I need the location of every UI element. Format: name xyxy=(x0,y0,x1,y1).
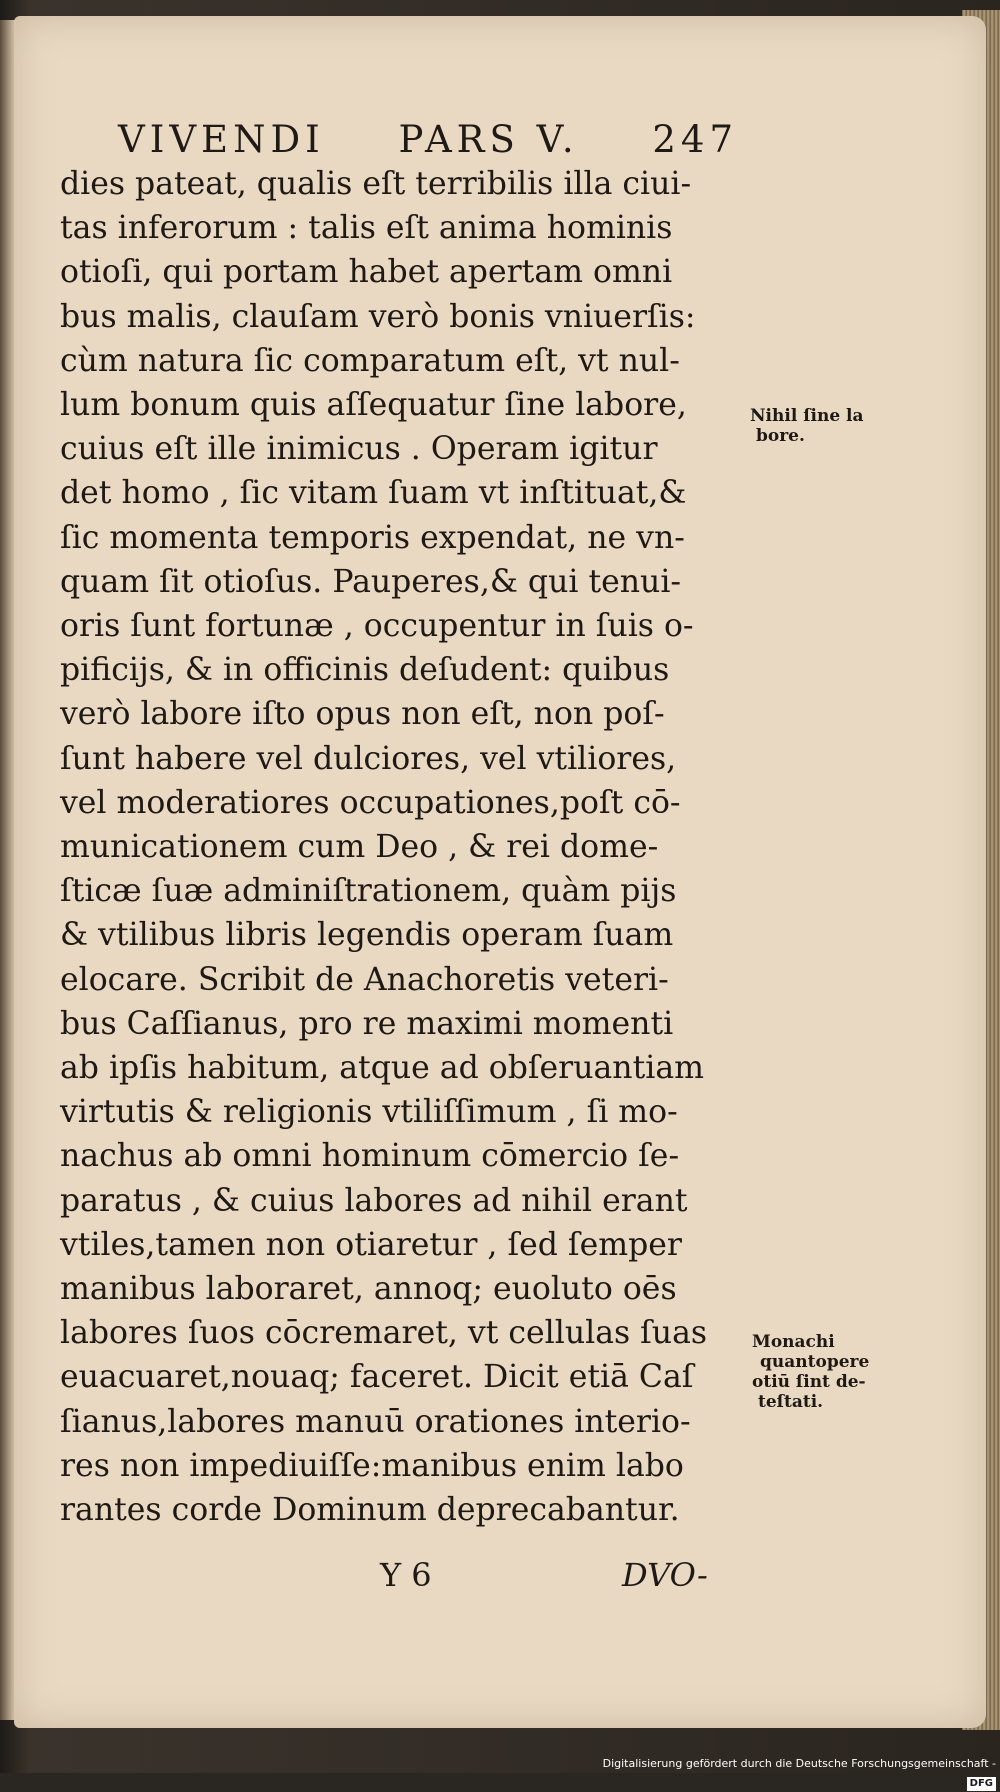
text-line: euacuaret,nouaq; faceret. Dicit etiā Caſ xyxy=(60,1359,694,1396)
text-line: ſianus,labores manuū orationes interio- xyxy=(60,1403,691,1440)
text-line: otioſi, qui portam habet apertam omni xyxy=(60,254,673,291)
catchword: DVO- xyxy=(622,1556,708,1594)
text-line: virtutis & religionis vtiliſſimum , ſi mo- xyxy=(60,1094,678,1131)
text-line: vtiles,tamen non otiaretur , ſed ſemper xyxy=(60,1226,682,1263)
text-line: ſic momenta temporis expendat, ne vn- xyxy=(60,519,685,556)
text-line: bus malis, clauſam verò bonis vniuerſis: xyxy=(60,298,696,335)
text-line: det homo , ſic vitam ſuam vt inſtituat,& xyxy=(60,475,687,512)
margin-note-line: teſtati. xyxy=(758,1392,824,1412)
text-line: cùm natura ſic comparatum eſt, vt nul- xyxy=(60,342,680,379)
text-line: ſunt habere vel dulciores, vel vtiliores, xyxy=(60,740,677,777)
signature-mark: Y 6 xyxy=(380,1556,432,1594)
text-line: quam ſit otioſus. Pauperes,& qui tenui- xyxy=(60,563,682,600)
page-number: 247 xyxy=(652,118,738,161)
text-line: municationem cum Deo , & rei dome- xyxy=(60,829,659,866)
dfg-logo: DFG xyxy=(967,1777,996,1791)
text-line: res non impediuiſſe:manibus enim labo xyxy=(60,1447,684,1484)
margin-note-line: Nihil ſine la xyxy=(750,406,864,426)
text-line: rantes corde Dominum deprecabantur. xyxy=(60,1492,680,1529)
text-line: labores ſuos cōcremaret, vt cellulas ſuas xyxy=(60,1315,708,1352)
text-line: ſticæ ſuæ adminiſtrationem, quàm pijs xyxy=(60,873,677,910)
text-line: dies pateat, qualis eſt terribilis illa ciui- xyxy=(60,166,692,202)
text-line: pificijs, & in officinis deſudent: quibus xyxy=(60,652,670,689)
text-line: lum bonum quis aſſequatur ſine labore, xyxy=(60,387,687,424)
running-header xyxy=(118,118,738,161)
text-line: vel moderatiores occupationes,poſt cō- xyxy=(60,784,681,821)
margin-note-nihil xyxy=(750,406,864,446)
text-line: cuius eſt ille inimicus . Operam igitur xyxy=(60,431,658,468)
margin-note-monachi xyxy=(752,1332,869,1412)
text-line: tas inferorum : talis eſt anima hominis xyxy=(60,210,673,247)
running-title: VIVENDI xyxy=(118,118,325,161)
text-line: ab ipſis habitum, atque ad obſeruantiam xyxy=(60,1050,704,1087)
text-line: nachus ab omni hominum cōmercio ſe- xyxy=(60,1138,680,1175)
pars-label: PARS V. xyxy=(398,118,579,161)
text-line: bus Caſſianus, pro re maximi momenti xyxy=(60,1005,674,1042)
credit-text: Digitalisierung gefördert durch die Deutsche Forschungsgemeinschaft - xyxy=(602,1757,996,1770)
text-line: oris ſunt fortunæ , occupentur in ſuis o- xyxy=(60,608,694,645)
body-text xyxy=(60,162,750,1532)
margin-note-line: otiū ſint de- xyxy=(752,1372,866,1392)
text-line: elocare. Scribit de Anachoretis veteri- xyxy=(60,961,669,998)
text-line: manibus laboraret, annoq; euoluto oēs xyxy=(60,1271,677,1308)
margin-note-line: quantopere xyxy=(760,1352,870,1372)
margin-note-line: bore. xyxy=(756,426,805,446)
text-line: verò labore iſto opus non eſt, non poſ- xyxy=(60,696,665,733)
margin-note-line: Monachi xyxy=(752,1332,835,1352)
text-line: & vtilibus libris legendis operam ſuam xyxy=(60,917,674,954)
digitization-credit xyxy=(600,1754,1000,1789)
text-line: paratus , & cuius labores ad nihil erant xyxy=(60,1182,688,1219)
